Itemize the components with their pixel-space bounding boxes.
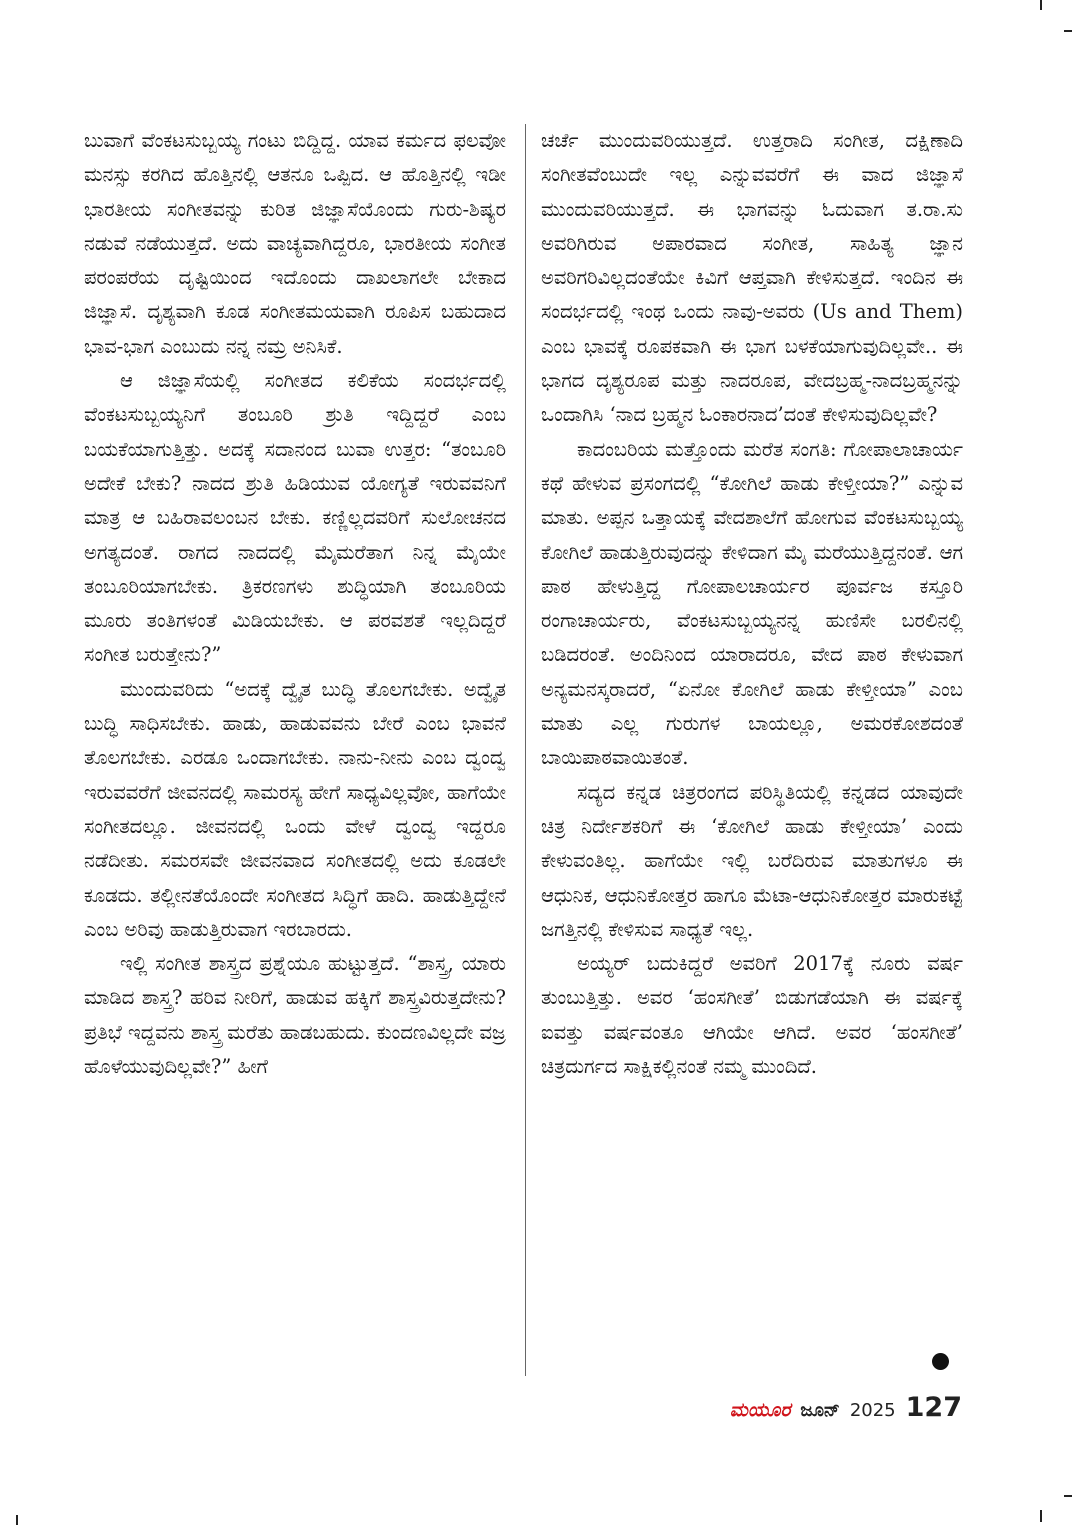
paragraph: ಅಯ್ಯರ್ ಬದುಕಿದ್ದರೆ ಅವರಿಗೆ 2017ಕ್ಕೆ ನೂರು ವರ್ಷ ತುಂಬುತ್ತಿತ್ತು. ಅವರ ‘ಹಂಸಗೀತೆ’ ಬಿಡುಗಡೆಯಾಗಿ ಈ ವರ್ಷಕ್ಕೆ ಐವತ್ತು ವರ್ಷವಂತೂ ಆಗಿಯೇ ಆಗಿದೆ. ಅವರ ‘ಹಂಸಗೀತೆ’ ಚಿತ್ರದುರ್ಗದ ಸಾಕ್ಷಿಕಲ್ಲಿನಂತೆ ನಮ್ಮ ಮುಂದಿದೆ. [541,952,963,1079]
paragraph: ಚರ್ಚೆ ಮುಂದುವರಿಯುತ್ತದೆ. ಉತ್ತರಾದಿ ಸಂಗೀತ, ದಕ್ಷಿಣಾದಿ ಸಂಗೀತವೆಂಬುದೇ ಇಲ್ಲ ಎನ್ನುವವರೆಗೆ ಈ ವಾದ ಜಿಜ್ಞಾಸೆ ಮುಂದುವರಿಯುತ್ತದೆ. ಈ ಭಾಗವನ್ನು ಓದುವಾಗ ತ.ರಾ.ಸು ಅವರಿಗಿರುವ ಅಪಾರವಾದ ಸಂಗೀತ, ಸಾಹಿತ್ಯ ಜ್ಞಾನ ಅವರಿಗರಿವಿಲ್ಲದಂತೆಯೇ ಕಿವಿಗೆ ಆಪ್ತವಾಗಿ ಕೇಳಿಸುತ್ತದೆ. ಇಂದಿನ ಈ ಸಂದರ್ಭದಲ್ಲಿ ಇಂಥ ಒಂದು ನಾವು-ಅವರು (Us and Them) ಎಂಬ ಭಾವಕ್ಕೆ ರೂಪಕವಾಗಿ ಈ ಭಾಗ ಬಳಕೆಯಾಗುವುದಿಲ್ಲವೇ.. ಈ ಭಾಗದ ದೃಶ್ಯರೂಪ ಮತ್ತು ನಾದರೂಪ, ವೇದಬ್ರಹ್ಮ-ನಾದಬ್ರಹ್ಮನನ್ನು ಒಂದಾಗಿಸಿ ‘ನಾದ ಬ್ರಹ್ಮನ ಓಂಕಾರನಾದ’ದಂತೆ ಕೇಳಿಸುವುದಿಲ್ಲವೇ? [541,129,963,427]
crop-mark-right-bottom [1064,1495,1072,1497]
issue-year: 2025 [849,1400,896,1421]
page-number: 127 [905,1392,962,1423]
left-column [84,124,506,1084]
crop-mark-bottom [1040,1510,1042,1522]
paragraph: ಕಾದಂಬರಿಯ ಮತ್ತೊಂದು ಮರೆತ ಸಂಗತಿ: ಗೋಪಾಲಾಚಾರ್ಯ ಕಥೆ ಹೇಳುವ ಪ್ರಸಂಗದಲ್ಲಿ “ಕೋಗಿಲೆ ಹಾಡು ಕೇಳ್ತೀಯಾ?” ಎನ್ನುವ ಮಾತು. ಅಪ್ಪನ ಒತ್ತಾಯಕ್ಕೆ ವೇದಶಾಲೆಗೆ ಹೋಗುವ ವೆಂಕಟಸುಬ್ಬಯ್ಯ ಕೋಗಿಲೆ ಹಾಡುತ್ತಿರುವುದನ್ನು ಕೇಳಿದಾಗ ಮೈ ಮರೆಯುತ್ತಿದ್ದನಂತೆ. ಆಗ ಪಾಠ ಹೇಳುತ್ತಿದ್ದ ಗೋಪಾಲಚಾರ್ಯರ ಪೂರ್ವಜ ಕಸ್ತೂರಿ ರಂಗಾಚಾರ್ಯರು, ವೆಂಕಟಸುಬ್ಬಯ್ಯನನ್ನ ಹುಣಿಸೇ ಬರಲಿನಲ್ಲಿ ಬಡಿದರಂತೆ. ಅಂದಿನಿಂದ ಯಾರಾದರೂ, ವೇದ ಪಾಠ ಕೇಳುವಾಗ ಅನ್ಯಮನಸ್ಕರಾದರೆ, “ಏನೋ ಕೋಗಿಲೆ ಹಾಡು ಕೇಳ್ತೀಯಾ” ಎಂಬ ಮಾತು ಎಲ್ಲ ಗುರುಗಳ ಬಾಯಲ್ಲೂ, ಅಮರಕೋಶದಂತೆ ಬಾಯಿಪಾಠವಾಯಿತಂತೆ. [541,437,963,770]
article-end-mark [932,1353,949,1370]
column-divider [525,124,526,1376]
right-column [541,124,963,1084]
paragraph: ಸದ್ಯದ ಕನ್ನಡ ಚಿತ್ರರಂಗದ ಪರಿಸ್ಥಿತಿಯಲ್ಲಿ ಕನ್ನಡದ ಯಾವುದೇ ಚಿತ್ರ ನಿರ್ದೇಶಕರಿಗೆ ಈ ‘ಕೋಗಿಲೆ ಹಾಡು ಕೇಳ್ತೀಯಾ’ ಎಂದು ಕೇಳುವಂತಿಲ್ಲ. ಹಾಗೆಯೇ ಇಲ್ಲಿ ಬರೆದಿರುವ ಮಾತುಗಳೂ ಈ ಆಧುನಿಕ, ಆಧುನಿಕೋತ್ತರ ಹಾಗೂ ಮೆಟಾ-ಆಧುನಿಕೋತ್ತರ ಮಾರುಕಟ್ಟೆ ಜಗತ್ತಿನಲ್ಲಿ ಕೇಳಿಸುವ ಸಾಧ್ಯತೆ ಇಲ್ಲ. [541,780,963,941]
magazine-logo: ಮಯೂರ [729,1399,791,1421]
crop-mark-bottom-left [16,1515,18,1525]
paragraph: ಇಲ್ಲಿ ಸಂಗೀತ ಶಾಸ್ತ್ರದ ಪ್ರಶ್ನೆಯೂ ಹುಟ್ಟುತ್ತದೆ. “ಶಾಸ್ತ್ರ, ಯಾರು ಮಾಡಿದ ಶಾಸ್ತ್ರ? ಹರಿವ ನೀರಿಗೆ, ಹಾಡುವ ಹಕ್ಕಿಗೆ ಶಾಸ್ತ್ರವಿರುತ್ತದೇನು? ಪ್ರತಿಭೆ ಇದ್ದವನು ಶಾಸ್ತ್ರ ಮರೆತು ಹಾಡಬಹುದು. ಕುಂದಣವಿಲ್ಲದೇ ವಜ್ರ ಹೊಳೆಯುವುದಿಲ್ಲವೇ?” ಹೀಗೆ [84,952,506,1079]
paragraph: ಆ ಜಿಜ್ಞಾಸೆಯಲ್ಲಿ ಸಂಗೀತದ ಕಲಿಕೆಯ ಸಂದರ್ಭದಲ್ಲಿ ವೆಂಕಟಸುಬ್ಬಯ್ಯನಿಗೆ ತಂಬೂರಿ ಶ್ರುತಿ ಇದ್ದಿದ್ದರೆ ಎಂಬ ಬಯಕೆಯಾಗುತ್ತಿತ್ತು. ಅದಕ್ಕೆ ಸದಾನಂದ ಬುವಾ ಉತ್ತರ: “ತಂಬೂರಿ ಅದೇಕೆ ಬೇಕು? ನಾದದ ಶ್ರುತಿ ಹಿಡಿಯುವ ಯೋಗ್ಯತೆ ಇರುವವನಿಗೆ ಮಾತ್ರ ಆ ಬಹಿರಾವಲಂಬನ ಬೇಕು. ಕಣ್ಣಿಲ್ಲದವರಿಗೆ ಸುಲೋಚನದ ಅಗತ್ಯದಂತೆ. ರಾಗದ ನಾದದಲ್ಲಿ ಮೈಮರೆತಾಗ ನಿನ್ನ ಮೈಯೇ ತಂಬೂರಿಯಾಗಬೇಕು. ತ್ರಿಕರಣಗಳು ಶುದ್ಧಿಯಾಗಿ ತಂಬೂರಿಯ ಮೂರು ತಂತಿಗಳಂತೆ ಮಿಡಿಯಬೇಕು. ಆ ಪರವಶತೆ ಇಲ್ಲದಿದ್ದರೆ ಸಂಗೀತ ಬರುತ್ತೇನು?” [84,369,506,667]
paragraph: ಬುವಾಗೆ ವೆಂಕಟಸುಬ್ಬಯ್ಯ ಗಂಟು ಬಿದ್ದಿದ್ದ. ಯಾವ ಕರ್ಮದ ಫಲವೋ ಮನಸ್ಸು ಕರಗಿದ ಹೊತ್ತಿನಲ್ಲಿ ಆತನೂ ಒಪ್ಪಿದ. ಆ ಹೊತ್ತಿನಲ್ಲಿ ಇಡೀ ಭಾರತೀಯ ಸಂಗೀತವನ್ನು ಕುರಿತ ಜಿಜ್ಞಾಸೆಯೊಂದು ಗುರು-ಶಿಷ್ಯರ ನಡುವೆ ನಡೆಯುತ್ತದೆ. ಅದು ವಾಚ್ಯವಾಗಿದ್ದರೂ, ಭಾರತೀಯ ಸಂಗೀತ ಪರಂಪರೆಯ ದೃಷ್ಟಿಯಿಂದ ಇದೊಂದು ದಾಖಲಾಗಲೇ ಬೇಕಾದ ಜಿಜ್ಞಾಸೆ. ದೃಶ್ಯವಾಗಿ ಕೂಡ ಸಂಗೀತಮಯವಾಗಿ ರೂಪಿಸ ಬಹುದಾದ ಭಾವ-ಭಾಗ ಎಂಬುದು ನನ್ನ ನಮ್ರ ಅನಿಸಿಕೆ. [84,129,506,358]
issue-month: ಜೂನ್ [800,1400,840,1421]
crop-mark-right-top [1064,30,1072,32]
paragraph: ಮುಂದುವರಿದು “ಅದಕ್ಕೆ ದ್ವೈತ ಬುದ್ಧಿ ತೊಲಗಬೇಕು. ಅದ್ವೈತ ಬುದ್ಧಿ ಸಾಧಿಸಬೇಕು. ಹಾಡು, ಹಾಡುವವನು ಬೇರೆ ಎಂಬ ಭಾವನೆ ತೊಲಗಬೇಕು. ಎರಡೂ ಒಂದಾಗಬೇಕು. ನಾನು-ನೀನು ಎಂಬ ದ್ವಂದ್ವ ಇರುವವರೆಗೆ ಜೀವನದಲ್ಲಿ ಸಾಮರಸ್ಯ ಹೇಗೆ ಸಾಧ್ಯವಿಲ್ಲವೋ, ಹಾಗೆಯೇ ಸಂಗೀತದಲ್ಲೂ. ಜೀವನದಲ್ಲಿ ಒಂದು ವೇಳೆ ದ್ವಂದ್ವ ಇದ್ದರೂ ನಡೆದೀತು. ಸಮರಸವೇ ಜೀವನವಾದ ಸಂಗೀತದಲ್ಲಿ ಅದು ಕೂಡಲೇ ಕೂಡದು. ತಲ್ಲೀನತೆಯೊಂದೇ ಸಂಗೀತದ ಸಿದ್ಧಿಗೆ ಹಾದಿ. ಹಾಡುತ್ತಿದ್ದೇನೆ ಎಂಬ ಅರಿವು ಹಾಡುತ್ತಿರುವಾಗ ಇರಬಾರದು. [84,677,506,941]
page-footer [730,1392,962,1423]
crop-mark-top [1040,0,1042,10]
